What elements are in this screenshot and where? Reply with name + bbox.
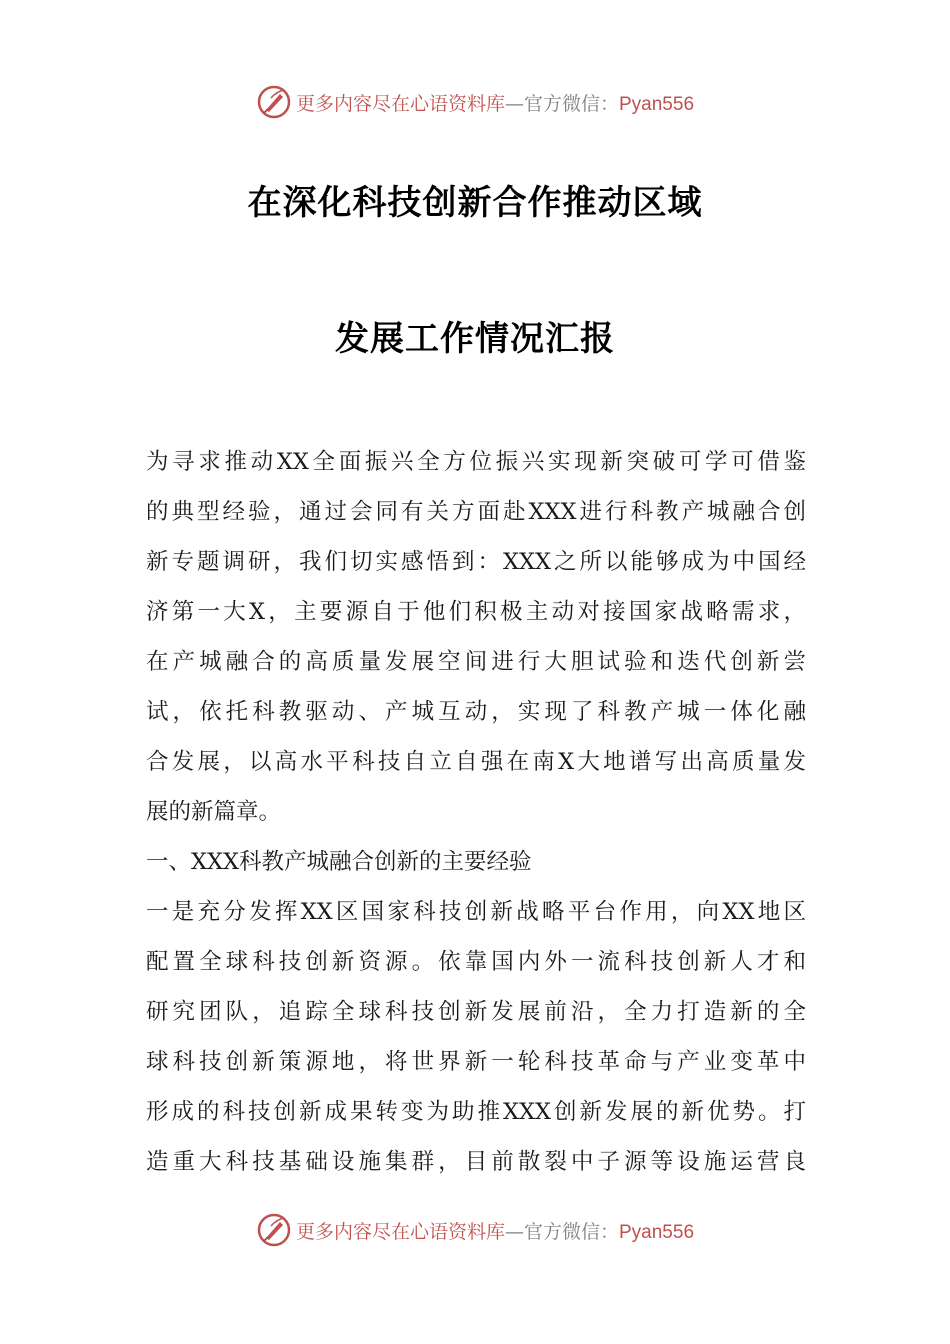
body-line: 合发展，以高水平科技自立自强在南X大地谱写出高质量发 <box>146 749 806 775</box>
banner-dash: — <box>504 1220 524 1243</box>
body-line: 在产城融合的高质量发展空间进行大胆试验和迭代创新尝 <box>146 649 806 675</box>
body-line: 新专题调研，我们切实感悟到：XXX之所以能够成为中国经 <box>146 549 806 575</box>
body-line: 的典型经验，通过会同有关方面赴XXX进行科教产城融合创 <box>146 499 806 525</box>
body-line: 形成的科技创新成果转变为助推XXX创新发展的新优势。打 <box>146 1099 806 1125</box>
banner-site-text: 更多内容尽在心语资料库 <box>295 92 505 115</box>
section-heading: 一、XXX科教产城融合创新的主要经验 <box>146 849 532 875</box>
header-banner <box>0 82 950 122</box>
body-line: 配置全球科技创新资源。依靠国内外一流科技创新人才和 <box>146 949 806 975</box>
banner-wechat-label: 官方微信： <box>523 92 619 115</box>
body-line: 试，依托科教驱动、产城互动，实现了科教产城一体化融 <box>146 699 806 725</box>
body-line: 一是充分发挥XX区国家科技创新战略平台作用，向XX地区 <box>146 899 806 925</box>
document-title-line-2: 发展工作情况汇报 <box>335 319 615 359</box>
body-line: 济第一大X，主要源自于他们积极主动对接国家战略需求， <box>146 599 806 625</box>
banner-wechat-id: Pyan556 <box>619 93 695 115</box>
document-title-line-1: 在深化科技创新合作推动区域 <box>247 183 703 223</box>
banner-dash: — <box>504 92 524 115</box>
banner-wechat-label: 官方微信： <box>523 1220 619 1243</box>
body-line: 展的新篇章。 <box>146 799 282 825</box>
banner-wechat-id: Pyan556 <box>619 1221 695 1243</box>
body-line: 为寻求推动XX全面振兴全方位振兴实现新突破可学可借鉴 <box>146 449 806 475</box>
banner-text <box>296 89 694 116</box>
banner-site-text: 更多内容尽在心语资料库 <box>295 1220 505 1243</box>
quill-logo-icon <box>256 84 292 120</box>
quill-logo-icon <box>256 1212 292 1248</box>
body-line: 研究团队，追踪全球科技创新发展前沿，全力打造新的全 <box>146 999 806 1025</box>
body-line: 造重大科技基础设施集群，目前散裂中子源等设施运营良 <box>146 1149 806 1175</box>
body-line: 球科技创新策源地，将世界新一轮科技革命与产业变革中 <box>146 1049 806 1075</box>
document-body <box>146 437 806 1187</box>
banner-text <box>296 1217 694 1244</box>
footer-banner <box>0 1210 950 1250</box>
